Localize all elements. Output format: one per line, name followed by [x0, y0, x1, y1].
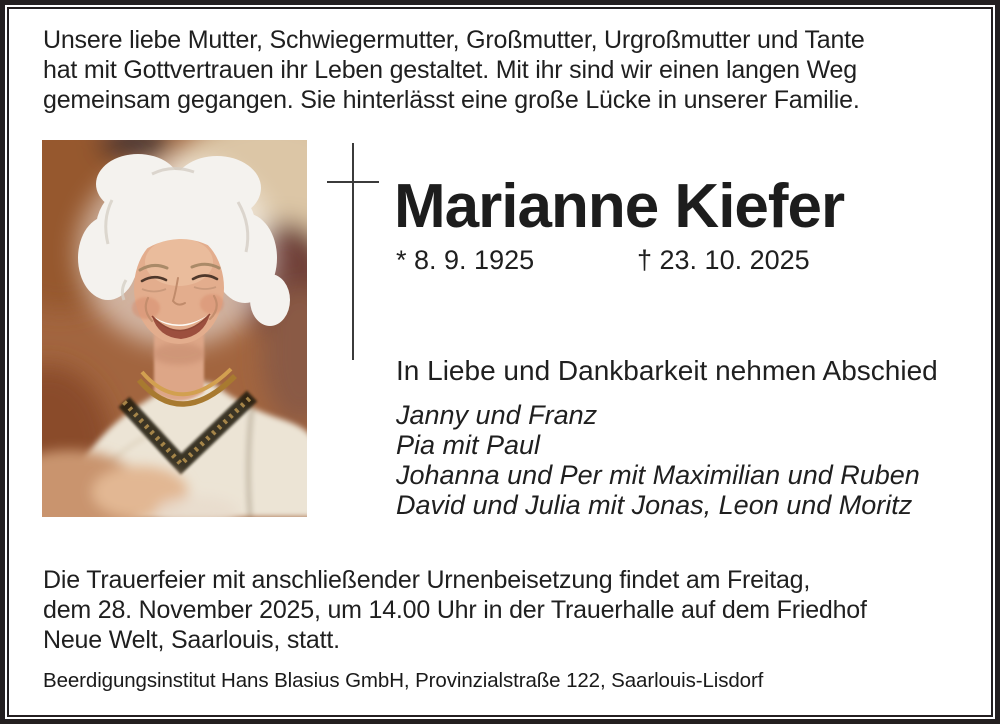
intro-line: hat mit Gottvertrauen ihr Leben gestaltet. Mit ihr sind wir einen langen Weg	[43, 56, 857, 84]
mourner-line: David und Julia mit Jonas, Leon und Moritz	[396, 490, 913, 520]
ceremony-line: dem 28. November 2025, um 14.00 Uhr in der Trauerhalle auf dem Friedhof	[43, 596, 867, 624]
intro-line: gemeinsam gegangen. Sie hinterlässt eine große Lücke in unserer Familie.	[43, 86, 860, 114]
ceremony-line: Neue Welt, Saarlouis, statt.	[43, 626, 340, 654]
farewell-line: In Liebe und Dankbarkeit nehmen Abschied	[396, 355, 938, 386]
ceremony-line: Die Trauerfeier mit anschließender Urnenbeisetzung findet am Freitag,	[43, 566, 811, 594]
deceased-name: Marianne Kiefer	[394, 172, 845, 241]
intro-paragraph	[43, 25, 975, 115]
death-date: † 23. 10. 2025	[637, 245, 810, 275]
portrait-photo	[42, 140, 307, 517]
life-dates	[396, 247, 810, 274]
mourner-line: Janny und Franz	[396, 400, 598, 430]
mourners-list	[396, 400, 920, 520]
cross-vertical-bar	[352, 143, 354, 360]
funeral-home-line: Beerdigungsinstitut Hans Blasius GmbH, Provinzialstraße 122, Saarlouis-Lisdorf	[43, 669, 764, 692]
ceremony-paragraph	[43, 565, 975, 655]
birth-date: * 8. 9. 1925	[396, 245, 535, 275]
cross-horizontal-bar	[327, 181, 379, 183]
mourner-line: Johanna und Per mit Maximilian und Ruben	[396, 460, 920, 490]
portrait-illustration	[42, 140, 307, 517]
intro-line: Unsere liebe Mutter, Schwiegermutter, Großmutter, Urgroßmutter und Tante	[43, 26, 865, 54]
mourner-line: Pia mit Paul	[396, 430, 541, 460]
